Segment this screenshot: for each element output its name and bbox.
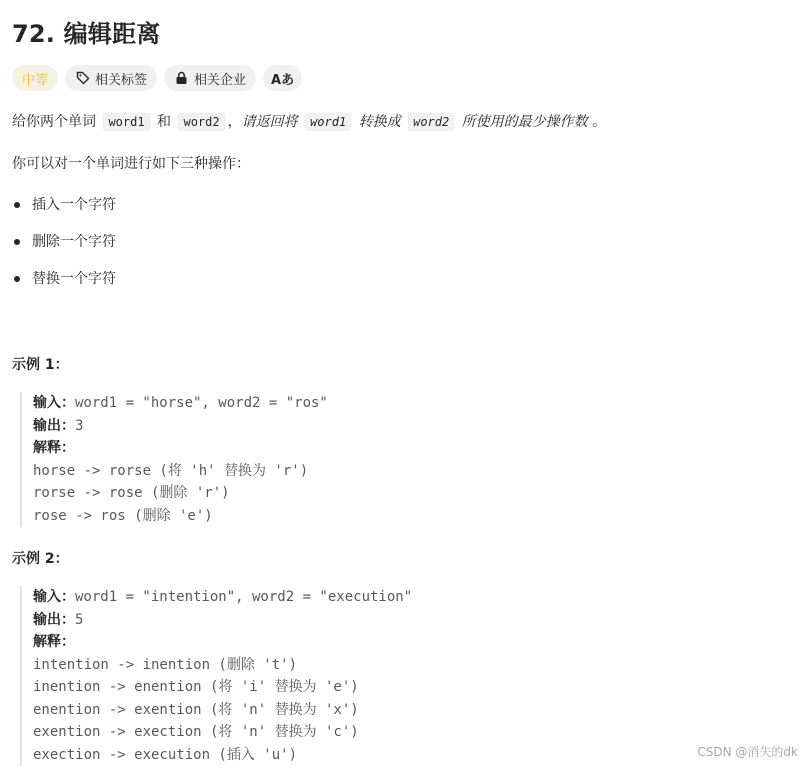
related-tags-label: 相关标签 [95,72,148,88]
desc-code-word1-b: word1 [305,113,351,131]
watermark: CSDN @消失的dk [697,745,798,759]
explain-step: exection -> execution (插入 'u') [33,746,298,763]
op-delete: 删除一个字符 [32,234,116,250]
example-explain-label [33,437,553,460]
example-input [33,586,553,609]
input-label: 输入： [33,395,75,411]
list-item [12,232,116,252]
op-replace: 替换一个字符 [32,271,116,287]
example-input [33,392,553,415]
list-item [12,195,116,215]
desc-text-1: 给你两个单词 [12,114,101,130]
desc-text-2: 和 [152,114,176,130]
related-companies-button[interactable] [164,65,256,91]
explain-step: horse -> rorse (将 'h' 替换为 'r') [33,462,309,479]
difficulty-badge[interactable]: 中等 [12,65,58,91]
bullet-icon [14,276,20,282]
translate-button[interactable] [263,65,302,91]
example-1-title: 示例 1： [12,357,69,373]
tag-bar [12,65,302,91]
ops-intro: 你可以对一个单词进行如下三种操作： [12,156,250,172]
explain-step: intention -> inention (删除 't') [33,656,298,673]
desc-em-1: 请返回将 [241,114,303,130]
problem-title: 72. 编辑距离 [12,20,161,48]
desc-text-4: 。 [587,114,607,130]
example-2-block [20,586,553,766]
input-value: word1 = "intention", word2 = "execution" [75,589,413,605]
desc-em-3: 所使用的最少操作数 [457,114,588,130]
output-value: 5 [75,611,84,628]
explain-step: exention -> exection (将 'n' 替换为 'c') [33,724,359,740]
op-insert: 插入一个字符 [32,197,116,213]
explain-step: enention -> exention (将 'n' 替换为 'x') [33,701,359,718]
tag-icon [75,71,90,86]
bullet-icon [14,202,20,208]
explain-step: rorse -> rose (删除 'r') [33,485,230,501]
lock-icon [174,71,189,86]
desc-code-word2: word2 [178,113,224,131]
desc-text-3: ， [227,114,242,130]
desc-code-word2-b: word2 [408,113,454,131]
explain-label: 解释： [33,440,75,456]
explain-label: 解释： [33,634,75,650]
translate-icon: Aあ [271,72,295,88]
desc-em-2: 转换成 [354,114,406,130]
output-value: 3 [75,417,84,434]
problem-description [12,112,606,132]
example-explain-label [33,631,553,654]
related-companies-label: 相关企业 [194,72,247,88]
list-item [12,269,116,289]
input-value: word1 = "horse", word2 = "ros" [75,395,328,411]
input-label: 输入： [33,589,75,605]
bullet-icon [14,239,20,245]
desc-code-word1: word1 [103,113,149,131]
explain-step: rose -> ros (删除 'e') [33,507,213,524]
related-tags-button[interactable] [65,65,157,91]
example-2-title: 示例 2： [12,551,69,567]
output-label: 输出： [33,611,75,628]
output-label: 输出： [33,417,75,434]
explain-step: inention -> enention (将 'i' 替换为 'e') [33,679,359,695]
example-output [33,609,553,632]
example-1-block [20,392,553,527]
example-output [33,415,553,438]
